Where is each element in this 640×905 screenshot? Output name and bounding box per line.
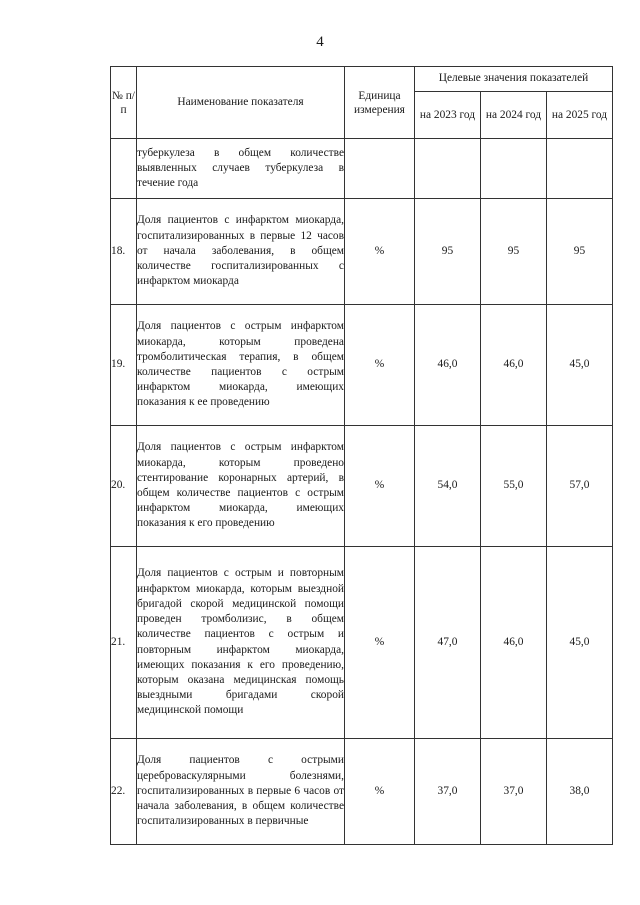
header-year-2023: на 2023 год (415, 92, 481, 139)
row-value-2023: 46,0 (415, 305, 481, 426)
row-indicator-name: Доля пациентов с острыми цереброваскулярными болезнями, госпитализированных в первые 6 часов от начала заболевания, в общем количестве госпитализированных в первичные (137, 739, 345, 845)
row-unit: % (345, 547, 415, 739)
row-value-2023: 47,0 (415, 547, 481, 739)
row-value-2025: 57,0 (547, 426, 613, 547)
row-value-2023 (415, 139, 481, 199)
row-indicator-name: Доля пациентов с острым инфарктом миокарда, которым проведена тромболитическая терапия, в общем количестве пациентов с острым инфарктом миокарда, имеющих показания к ее проведению (137, 305, 345, 426)
row-unit: % (345, 739, 415, 845)
table-row (111, 199, 613, 305)
row-indicator-name: туберкулеза в общем количестве выявленных случаев туберкулеза в течение года (137, 139, 345, 199)
row-value-2025: 45,0 (547, 547, 613, 739)
row-value-2024: 95 (481, 199, 547, 305)
row-value-2025: 45,0 (547, 305, 613, 426)
row-value-2024: 37,0 (481, 739, 547, 845)
table-row (111, 305, 613, 426)
row-number: 22. (111, 739, 137, 845)
row-unit (345, 139, 415, 199)
header-number: № п/п (111, 67, 137, 139)
row-indicator-name: Доля пациентов с острым и повторным инфарктом миокарда, которым выездной бригадой скорой медицинской помощи проведен тромболизис, в общем количестве пациентов с острым и повторным инфарктом миокарда, имеющих показания к его проведению, которым оказана медицинская помощь выездными бригадами скорой медицинской помощи (137, 547, 345, 739)
header-indicator-name: Наименование показателя (137, 67, 345, 139)
row-value-2025: 38,0 (547, 739, 613, 845)
row-value-2023: 95 (415, 199, 481, 305)
table-header-row (111, 67, 613, 92)
row-value-2025 (547, 139, 613, 199)
row-value-2025: 95 (547, 199, 613, 305)
row-value-2023: 37,0 (415, 739, 481, 845)
row-unit: % (345, 305, 415, 426)
header-target-values: Целевые значения показателей (415, 67, 613, 92)
row-number: 18. (111, 199, 137, 305)
row-value-2023: 54,0 (415, 426, 481, 547)
row-value-2024: 55,0 (481, 426, 547, 547)
row-number (111, 139, 137, 199)
table-row (111, 739, 613, 845)
row-unit: % (345, 199, 415, 305)
indicators-table (110, 66, 613, 845)
row-unit: % (345, 426, 415, 547)
header-year-2025: на 2025 год (547, 92, 613, 139)
row-value-2024 (481, 139, 547, 199)
row-number: 19. (111, 305, 137, 426)
row-indicator-name: Доля пациентов с инфарктом миокарда, госпитализированных в первые 12 часов от начала заболевания, в общем количестве госпитализированных с инфарктом миокарда (137, 199, 345, 305)
row-value-2024: 46,0 (481, 547, 547, 739)
row-indicator-name: Доля пациентов с острым инфарктом миокарда, которым проведено стентирование коронарных артерий, в общем количестве пациентов с острым инфарктом миокарда, имеющих показания к его проведению (137, 426, 345, 547)
table-row-continuation (111, 139, 613, 199)
table-row (111, 547, 613, 739)
row-number: 21. (111, 547, 137, 739)
header-year-2024: на 2024 год (481, 92, 547, 139)
row-number: 20. (111, 426, 137, 547)
header-unit: Единица измерения (345, 67, 415, 139)
row-value-2024: 46,0 (481, 305, 547, 426)
page-number: 4 (316, 34, 324, 50)
table-row (111, 426, 613, 547)
